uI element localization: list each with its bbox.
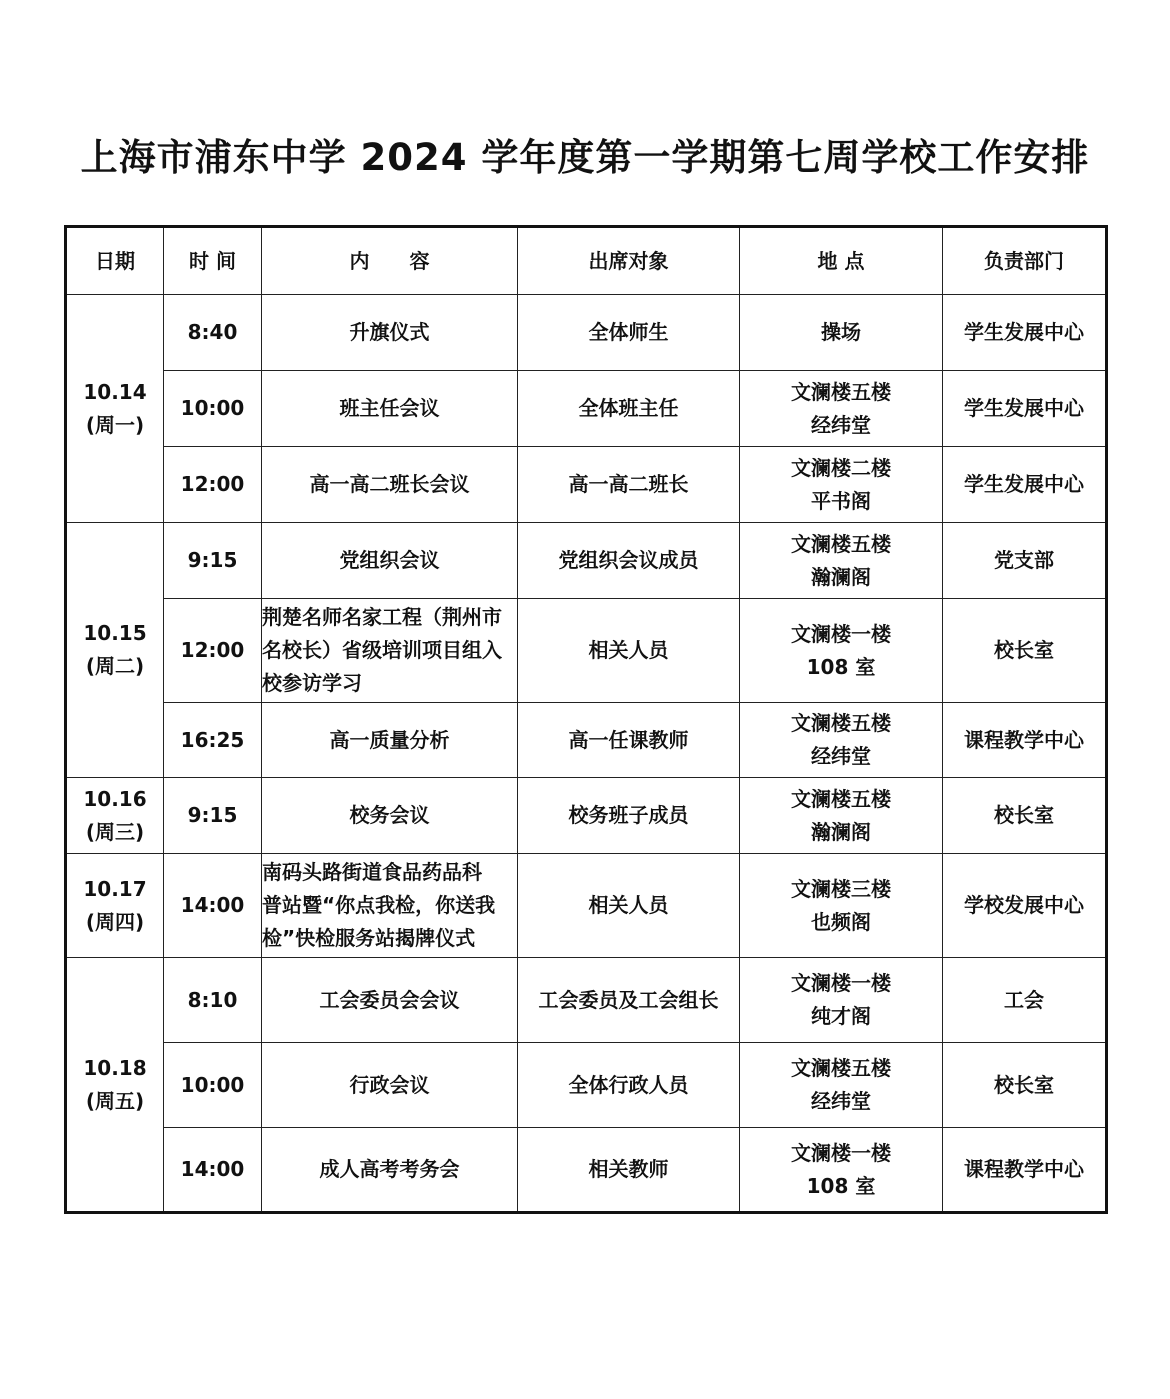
time-text: 14:00 [180,1157,245,1181]
table-header-row [66,227,1107,295]
time-text: 12:00 [180,638,245,662]
time-text: 14:00 [180,893,245,917]
attendees-text: 党组织会议成员 [558,548,699,572]
time-text: 10:00 [180,396,245,420]
department-cell [943,295,1107,371]
date-text: 10.17 (周四) [83,876,147,934]
header-content: 内 容 [262,227,518,295]
time-text: 9:15 [187,548,238,572]
date-cell [66,523,164,778]
department-text: 工会 [1004,987,1044,1012]
table-row [66,523,1107,599]
content-cell [262,447,518,523]
table-row [66,703,1107,778]
date-cell [66,295,164,523]
date-cell [66,778,164,854]
department-cell [943,854,1107,958]
attendees-cell [518,599,740,703]
department-text: 校长室 [994,803,1054,827]
location-text: 文澜楼一楼 108 室 [791,1140,891,1198]
content-text: 高一质量分析 [329,727,450,752]
attendees-text: 相关人员 [588,893,669,917]
department-text: 学生发展中心 [964,320,1084,344]
content-cell [262,1128,518,1213]
time-cell [164,958,262,1043]
content-text: 校务会议 [349,803,430,827]
schedule-table [64,225,1108,1214]
header-department: 负责部门 [943,227,1107,295]
time-cell [164,295,262,371]
location-cell [740,958,943,1043]
content-text: 升旗仪式 [349,320,430,344]
department-cell [943,1043,1107,1128]
content-cell [262,523,518,599]
attendees-cell [518,523,740,599]
location-cell [740,1128,943,1213]
time-text: 9:15 [187,803,238,827]
department-cell [943,523,1107,599]
header-date: 日期 [66,227,164,295]
header-location: 地 点 [740,227,943,295]
department-text: 党支部 [994,548,1054,572]
date-cell [66,854,164,958]
attendees-text: 高一任课教师 [568,727,689,752]
time-cell [164,854,262,958]
date-text: 10.15 (周二) [83,621,147,678]
location-text: 文澜楼二楼 平书阁 [791,455,891,513]
time-text: 8:10 [187,987,238,1012]
location-text: 文澜楼五楼 瀚澜阁 [791,531,891,589]
content-cell [262,295,518,371]
page-title: 上海市浦东中学 2024 学年度第一学期第七周学校工作安排 [80,136,1090,179]
content-text: 党组织会议 [339,548,440,572]
date-cell [66,958,164,1213]
location-cell [740,447,943,523]
table-row [66,599,1107,703]
content-cell [262,778,518,854]
attendees-text: 全体班主任 [578,396,679,420]
location-text: 文澜楼五楼 经纬堂 [791,1056,891,1113]
department-text: 校长室 [994,1072,1054,1097]
location-cell [740,778,943,854]
content-text: 班主任会议 [339,396,440,420]
location-text: 文澜楼一楼 纯才阁 [791,971,891,1028]
content-text: 成人高考考务会 [319,1157,460,1181]
department-text: 课程教学中心 [964,727,1084,752]
schedule-body [66,295,1107,1213]
time-cell [164,1043,262,1128]
location-cell [740,854,943,958]
table-row [66,371,1107,447]
content-text: 行政会议 [349,1072,430,1097]
time-cell [164,447,262,523]
date-text: 10.16 (周三) [83,786,147,844]
header-attendees: 出席对象 [518,227,740,295]
attendees-cell [518,371,740,447]
table-row [66,778,1107,854]
content-text: 荆楚名师名家工程（荆州市 名校长）省级培训项目组入 校参访学习 [262,605,502,695]
table-row [66,447,1107,523]
attendees-text: 相关教师 [588,1157,669,1181]
table-row [66,295,1107,371]
header-time: 时 间 [164,227,262,295]
attendees-cell [518,1043,740,1128]
location-text: 文澜楼五楼 经纬堂 [791,711,891,768]
department-text: 校长室 [994,638,1054,662]
table-row [66,854,1107,958]
attendees-cell [518,778,740,854]
content-cell [262,703,518,778]
attendees-cell [518,447,740,523]
department-text: 学校发展中心 [964,893,1084,917]
time-cell [164,599,262,703]
attendees-text: 校务班子成员 [568,803,689,827]
attendees-text: 工会委员及工会组长 [538,987,719,1012]
location-text: 文澜楼五楼 瀚澜阁 [791,786,891,844]
department-cell [943,703,1107,778]
department-cell [943,778,1107,854]
location-text: 文澜楼一楼 108 室 [791,621,891,679]
attendees-cell [518,1128,740,1213]
attendees-cell [518,295,740,371]
content-text: 工会委员会会议 [319,987,460,1012]
attendees-text: 相关人员 [588,638,669,662]
content-text: 南码头路街道食品药品科 普站暨“你点我检，你送我 检”快检服务站揭牌仪式 [262,860,496,950]
attendees-cell [518,854,740,958]
table-row [66,1043,1107,1128]
location-cell [740,371,943,447]
date-text: 10.14 (周一) [83,379,147,437]
content-cell [262,371,518,447]
content-cell [262,599,518,703]
location-cell [740,703,943,778]
attendees-text: 高一高二班长 [568,472,689,496]
table-row [66,958,1107,1043]
attendees-text: 全体师生 [588,320,669,344]
time-text: 8:40 [187,320,238,344]
department-cell [943,447,1107,523]
location-text: 操场 [821,320,861,344]
content-text: 高一高二班长会议 [309,472,470,496]
location-cell [740,523,943,599]
location-cell [740,295,943,371]
date-text: 10.18 (周五) [83,1055,147,1113]
department-text: 学生发展中心 [964,472,1084,496]
time-cell [164,371,262,447]
content-cell [262,958,518,1043]
content-cell [262,1043,518,1128]
time-text: 10:00 [180,1072,245,1097]
department-cell [943,599,1107,703]
time-text: 12:00 [180,472,245,496]
time-text: 16:25 [180,727,245,752]
department-cell [943,1128,1107,1213]
content-cell [262,854,518,958]
department-cell [943,958,1107,1043]
location-cell [740,599,943,703]
time-cell [164,523,262,599]
department-text: 课程教学中心 [964,1157,1084,1181]
time-cell [164,778,262,854]
attendees-text: 全体行政人员 [568,1072,689,1097]
attendees-cell [518,703,740,778]
department-text: 学生发展中心 [964,396,1084,420]
time-cell [164,703,262,778]
location-cell [740,1043,943,1128]
location-text: 文澜楼五楼 经纬堂 [791,379,891,437]
department-cell [943,371,1107,447]
time-cell [164,1128,262,1213]
location-text: 文澜楼三楼 也频阁 [791,876,891,934]
table-row [66,1128,1107,1213]
attendees-cell [518,958,740,1043]
